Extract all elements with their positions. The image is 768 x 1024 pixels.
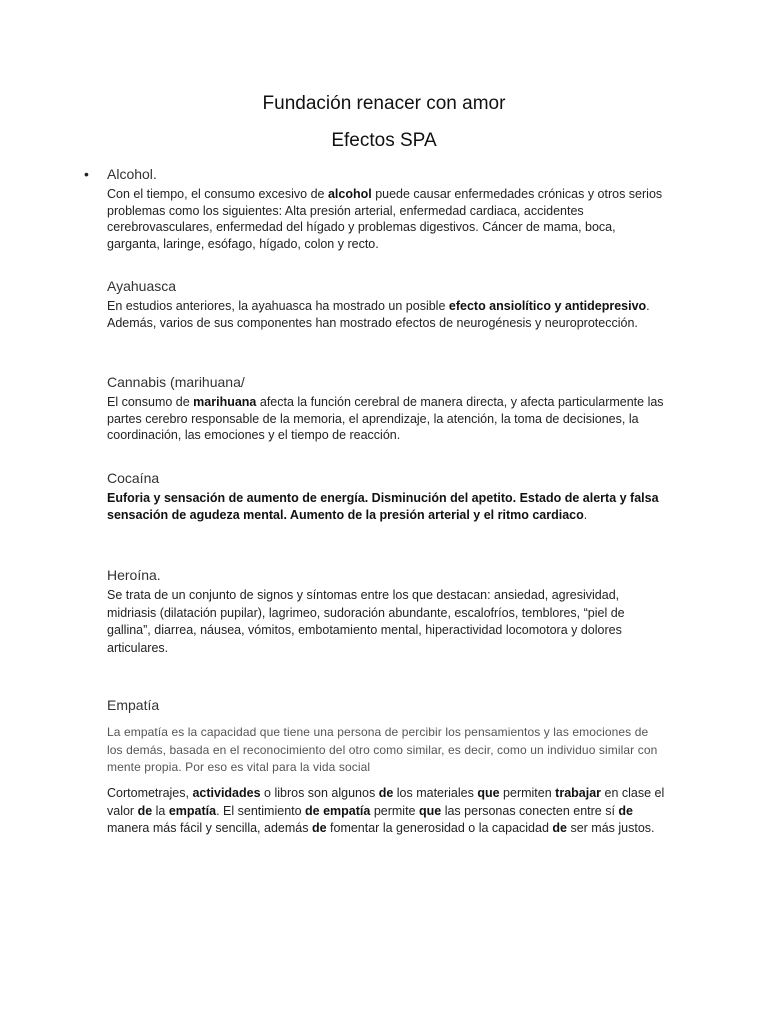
section-heading-heroina: Heroína.: [107, 567, 161, 583]
text-run: fomentar la generosidad o la capacidad: [326, 821, 553, 835]
bold-text-run: de: [378, 786, 394, 800]
bold-text-run: de empatía: [305, 803, 371, 818]
text-run: la: [152, 803, 169, 818]
section-body-empatia-activities: [107, 785, 667, 838]
section-body-heroina: [107, 587, 667, 657]
section-heading-alcohol: Alcohol.: [107, 166, 157, 182]
bold-text-run: empatía: [168, 803, 217, 818]
bold-text-run: alcohol: [327, 187, 372, 201]
section-heading-ayahuasca: Ayahuasca: [107, 278, 177, 294]
text-run: En estudios anteriores, la ayahuasca ha mostrado un posible: [107, 299, 449, 313]
list-bullet: •: [84, 166, 89, 182]
section-heading-empatia: Empatía: [107, 697, 160, 713]
section-heading-cannabis: Cannabis (marihuana/: [107, 374, 245, 390]
text-run: . El sentimiento: [216, 803, 306, 818]
bold-text-run: de: [618, 803, 634, 818]
text-run: o libros son algunos: [260, 786, 379, 800]
text-run: los materiales: [393, 786, 478, 800]
bold-text-run: que: [419, 803, 442, 818]
text-run: .: [583, 507, 588, 522]
document-subtitle: Efectos SPA: [331, 130, 437, 151]
text-run: Cortometrajes,: [107, 786, 193, 800]
section-heading-cocaina: Cocaína: [107, 470, 160, 486]
text-run: en clase el valor: [107, 786, 665, 818]
section-body-empatia-definition: [107, 724, 667, 777]
text-run: . Además, varios de sus componentes han mostrado efectos de neurogénesis y neuroprotección.: [107, 299, 650, 330]
text-run: puede causar enfermedades crónicas y otros serios problemas como los siguientes: Alta presión arterial, enfermedad cardiaca, accidentes cerebrovasculares, enfermedad del hígado y problemas digestivos. Cáncer de mama, boca, garganta, laringe, esófago, hígado, colon y recto.: [107, 187, 663, 251]
text-run: las personas conecten entre sí: [441, 803, 619, 818]
section-body-alcohol: [107, 186, 667, 252]
section-body-cocaina: [107, 490, 667, 523]
text-run: permiten: [499, 786, 556, 800]
bold-text-run: de: [552, 821, 567, 835]
bold-text-run: trabajar: [555, 786, 602, 800]
bold-text-run: Euforia y sensación de aumento de energía. Disminución del apetito. Estado de alerta y falsa sensación de agudeza mental. Aumento de la presión arterial y el ritmo cardiaco: [107, 491, 659, 522]
section-body-cannabis: [107, 394, 667, 444]
text-run: Con el tiempo, el consumo excesivo de: [107, 187, 328, 201]
bold-text-run: actividades: [192, 786, 261, 800]
text-run: manera más fácil y sencilla, además: [107, 821, 312, 835]
bold-text-run: de: [311, 821, 327, 835]
text-run: afecta la función cerebral de manera directa, y afecta particularmente las partes cerebro responsable de la memoria, el aprendizaje, la atención, la toma de decisiones, la coordinación, las emociones y el tiempo de reacción.: [107, 395, 664, 442]
bold-text-run: efecto ansiolítico y antidepresivo: [448, 299, 647, 313]
section-body-ayahuasca: [107, 298, 667, 331]
text-run: La empatía es la capacidad que tiene una persona de percibir los pensamientos y las emociones de los demás, basada en el reconocimiento del otro como similar, es decir, como un individuo similar con mente propia. Por eso es vital para la vida social: [107, 725, 658, 774]
bold-text-run: de: [137, 803, 153, 818]
text-run: permite: [370, 803, 419, 818]
bold-text-run: que: [477, 786, 500, 800]
text-run: El consumo de: [107, 395, 194, 409]
bold-text-run: marihuana: [193, 395, 257, 409]
text-run: Se trata de un conjunto de signos y síntomas entre los que destacan: ansiedad, agresividad, midriasis (dilatación pupilar), lagrimeo, sudoración abundante, escalofríos, temblores, “piel de gallina”, diarrea, náusea, vómitos, embotamiento mental, hiperactividad locomotora y dolores articulares.: [107, 588, 625, 655]
text-run: ser más justos.: [566, 821, 655, 835]
document-title: Fundación renacer con amor: [262, 93, 506, 114]
